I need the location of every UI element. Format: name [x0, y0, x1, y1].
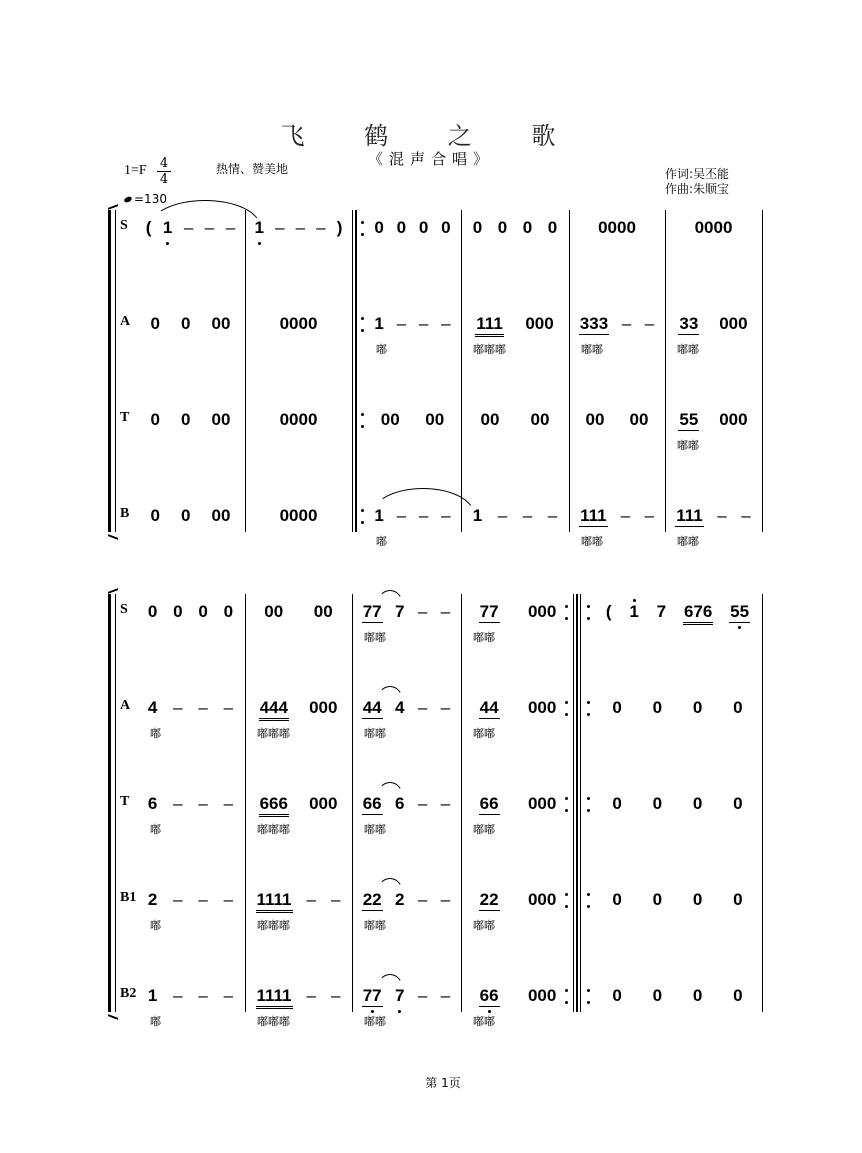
- repeat-dots: [361, 509, 364, 525]
- slur: [378, 590, 402, 602]
- lyric: 嘟嘟: [364, 631, 386, 644]
- page-number: 第 1页: [425, 1076, 461, 1090]
- note: 000: [527, 986, 557, 1005]
- measure: [356, 986, 457, 1008]
- barline: [762, 594, 763, 1012]
- barline: [115, 210, 116, 532]
- expression-mark: 热情、赞美地: [216, 162, 289, 176]
- barline: [665, 210, 666, 532]
- system-bracket: [108, 210, 111, 532]
- staff-label: S: [120, 218, 128, 233]
- dash-extension: –: [547, 506, 558, 525]
- dash-extension: –: [441, 314, 451, 333]
- note: 00: [211, 314, 231, 333]
- lyric: 嘟嘟: [364, 823, 386, 836]
- repeat-barline: [580, 594, 581, 1012]
- note: 0: [733, 986, 743, 1005]
- note: 000: [309, 698, 338, 717]
- note: 00: [585, 410, 605, 429]
- lyric: 嘟嘟: [581, 535, 603, 548]
- measure: [140, 698, 241, 720]
- note: 0: [733, 794, 743, 813]
- note: 22: [362, 890, 382, 909]
- note: 44: [362, 698, 382, 717]
- dash-extension: –: [717, 506, 727, 525]
- staff-label: A: [120, 314, 131, 329]
- dash-extension: –: [306, 986, 316, 1005]
- lyric: 嘟: [150, 727, 161, 740]
- measure: [597, 794, 758, 816]
- repeat-dots: [587, 797, 590, 813]
- slur: [378, 782, 402, 794]
- dash-extension: –: [198, 986, 208, 1005]
- note: 55: [679, 410, 699, 429]
- dash-extension: –: [183, 218, 194, 237]
- measure: [669, 410, 758, 432]
- note: 0: [733, 890, 743, 909]
- note: 6: [395, 794, 405, 813]
- note: 00: [530, 410, 550, 429]
- measure: [669, 314, 758, 336]
- measure: [140, 506, 241, 528]
- lyric: 嘟嘟: [473, 823, 495, 836]
- note: 0: [692, 986, 703, 1005]
- slur: [378, 878, 402, 890]
- lyric: 嘟嘟: [364, 727, 386, 740]
- song-title: 飞 鹤 之 歌: [280, 122, 582, 150]
- note: 0000: [279, 506, 318, 525]
- measure: [465, 602, 571, 624]
- note: 444: [259, 698, 289, 721]
- measure: [573, 506, 661, 528]
- dash-extension: –: [440, 890, 451, 909]
- note: 0: [733, 698, 743, 717]
- measure: [140, 410, 241, 432]
- note: 0: [198, 602, 208, 621]
- note: 33: [679, 314, 699, 333]
- note: 0: [692, 890, 703, 909]
- note: 0: [612, 986, 622, 1005]
- dash-extension: –: [225, 218, 236, 237]
- note: 66: [479, 794, 499, 813]
- repeat-dots: [361, 317, 364, 333]
- dash-extension: –: [316, 218, 326, 237]
- lyric: 嘟: [150, 823, 161, 836]
- measure: [669, 218, 758, 240]
- staff-label: B: [120, 506, 130, 521]
- dash-extension: –: [417, 602, 428, 621]
- note: 1: [629, 602, 639, 621]
- note: 4: [147, 698, 158, 717]
- composer-credit: 作曲:朱顺宝: [665, 182, 730, 196]
- note: 00: [264, 602, 284, 621]
- measure: [140, 986, 241, 1008]
- note: 0: [522, 218, 533, 237]
- measure: [356, 602, 457, 624]
- staff-label: S: [120, 602, 128, 617]
- measure: [140, 314, 241, 336]
- note: 111: [676, 506, 703, 525]
- repeat-barline: [573, 594, 574, 1012]
- note: 0: [652, 890, 663, 909]
- dash-extension: –: [173, 890, 183, 909]
- note: 1111: [256, 890, 293, 913]
- note: 000: [527, 698, 557, 717]
- staff-label: A: [120, 698, 131, 713]
- measure: [465, 506, 565, 528]
- note: 0: [652, 794, 663, 813]
- dash-extension: –: [306, 890, 316, 909]
- dash-extension: –: [295, 218, 306, 237]
- note: 0: [374, 218, 384, 237]
- dash-extension: –: [417, 986, 428, 1005]
- lyric: 嘟: [376, 535, 387, 548]
- lyric: 嘟: [150, 1015, 161, 1028]
- measure: [140, 794, 241, 816]
- tempo-mark: =130: [134, 192, 167, 206]
- note: 000: [527, 890, 557, 909]
- measure: [368, 410, 457, 432]
- note: 00: [380, 410, 400, 429]
- note: 0: [612, 890, 622, 909]
- lyric: 嘟嘟嘟: [473, 343, 506, 356]
- barline: [245, 210, 246, 532]
- barline: [461, 594, 462, 1012]
- slur: [378, 974, 402, 986]
- measure: [465, 218, 565, 240]
- measure: [597, 986, 758, 1008]
- staff-label: B2: [120, 986, 137, 1001]
- lyricist-credit: 作词:吴丕能: [665, 167, 730, 181]
- system-bracket: [108, 594, 111, 1012]
- dash-extension: –: [396, 506, 407, 525]
- dash-extension: –: [331, 986, 341, 1005]
- note: 0: [396, 218, 407, 237]
- lyric: 嘟: [150, 919, 161, 932]
- note: 0: [181, 410, 191, 429]
- measure: [573, 218, 661, 240]
- note: 0: [441, 218, 451, 237]
- note: 2: [147, 890, 158, 909]
- note: 1: [162, 218, 173, 237]
- note: 1: [374, 506, 384, 525]
- dash-extension: –: [620, 506, 631, 525]
- note: 0: [418, 218, 429, 237]
- dash-extension: –: [418, 314, 429, 333]
- dash-extension: –: [396, 314, 407, 333]
- measure: [249, 314, 348, 336]
- dash-extension: –: [198, 794, 208, 813]
- note: 0000: [279, 410, 318, 429]
- note: 00: [313, 602, 333, 621]
- time-sig-bottom: 4: [157, 171, 171, 187]
- measure: [140, 890, 241, 912]
- barline: [569, 210, 570, 532]
- note: 676: [683, 602, 713, 625]
- note: 0: [150, 314, 160, 333]
- time-sig-top: 4: [159, 156, 169, 171]
- dash-extension: –: [440, 602, 451, 621]
- note: 0: [692, 698, 703, 717]
- note: 000: [309, 794, 338, 813]
- time-signature: [157, 156, 171, 187]
- measure: [465, 890, 571, 912]
- note: 000: [527, 602, 557, 621]
- measure: [597, 698, 758, 720]
- note: 1: [374, 314, 384, 333]
- measure: [573, 314, 661, 336]
- measure: [465, 698, 571, 720]
- note: 0: [223, 602, 234, 621]
- barline: [245, 594, 246, 1012]
- lyric: 嘟嘟嘟: [257, 919, 290, 932]
- lyric: 嘟嘟: [677, 439, 699, 452]
- note: 000: [527, 794, 557, 813]
- note: 66: [362, 794, 382, 813]
- note: 22: [479, 890, 499, 909]
- repeat-dots: [587, 701, 590, 717]
- note: 2: [395, 890, 405, 909]
- dash-extension: –: [331, 890, 341, 909]
- note: 111: [580, 506, 607, 525]
- note: 000: [525, 314, 554, 333]
- staff-label: B1: [120, 890, 137, 905]
- staff-label: T: [120, 794, 130, 809]
- note: 0: [181, 314, 191, 333]
- note: 6: [147, 794, 158, 813]
- note: 000: [719, 410, 748, 429]
- measure: [356, 698, 457, 720]
- note: 77: [362, 986, 382, 1005]
- note: 000: [719, 314, 748, 333]
- note: 111: [475, 314, 504, 337]
- measure: [249, 698, 348, 720]
- dash-extension: –: [417, 698, 428, 717]
- repeat-dots: [587, 989, 590, 1005]
- note: 00: [211, 506, 231, 525]
- barline: [352, 594, 353, 1012]
- note: 0000: [694, 218, 733, 237]
- repeat-barline: [576, 594, 578, 1012]
- measure: [465, 794, 571, 816]
- measure: [368, 218, 457, 240]
- note: 0: [612, 794, 622, 813]
- bracket-top: [108, 204, 118, 214]
- repeat-dots: [587, 605, 590, 621]
- note: 0000: [598, 218, 636, 237]
- bracket-top: [108, 588, 118, 598]
- dash-extension: –: [418, 506, 429, 525]
- lyric: 嘟嘟: [364, 1015, 386, 1028]
- note: 0: [181, 506, 191, 525]
- note: 77: [479, 602, 499, 621]
- lyric: 嘟嘟: [473, 1015, 495, 1028]
- measure: [140, 602, 241, 624]
- dash-extension: –: [621, 314, 632, 333]
- dash-extension: –: [223, 890, 234, 909]
- barline: [461, 210, 462, 532]
- note: 7: [395, 986, 405, 1005]
- note: 0: [150, 506, 160, 525]
- lyric: 嘟嘟嘟: [257, 1015, 290, 1028]
- dash-extension: –: [198, 890, 208, 909]
- dash-extension: –: [741, 506, 751, 525]
- note: 0: [150, 410, 160, 429]
- measure: [249, 890, 348, 912]
- measure: [249, 218, 348, 240]
- lyric: 嘟嘟: [473, 919, 495, 932]
- note: 0: [497, 218, 508, 237]
- slur: [372, 488, 474, 514]
- dash-extension: –: [204, 218, 215, 237]
- dash-extension: –: [497, 506, 508, 525]
- note: 7: [395, 602, 405, 621]
- note: 00: [211, 410, 231, 429]
- measure: [249, 794, 348, 816]
- measure: [356, 794, 457, 816]
- note: 1: [254, 218, 264, 237]
- dash-extension: –: [275, 218, 285, 237]
- dash-extension: –: [223, 794, 234, 813]
- dash-extension: –: [173, 794, 183, 813]
- note: 0: [692, 794, 703, 813]
- note: 0: [147, 602, 158, 621]
- note: 333: [579, 314, 609, 333]
- staff-label: T: [120, 410, 130, 425]
- dash-extension: –: [198, 698, 208, 717]
- note: 77: [362, 602, 382, 621]
- note: 0000: [279, 314, 318, 333]
- lyric: 嘟嘟嘟: [257, 727, 290, 740]
- slur: [378, 686, 402, 698]
- bracket-bottom: [108, 530, 118, 540]
- note: 0: [652, 698, 663, 717]
- dash-extension: –: [417, 890, 428, 909]
- repeat-dots: [587, 893, 590, 909]
- dash-extension: –: [440, 698, 451, 717]
- repeat-dots: [361, 221, 364, 237]
- note: 00: [629, 410, 649, 429]
- dash-extension: –: [173, 986, 183, 1005]
- dash-extension: –: [644, 506, 654, 525]
- note: 0: [612, 698, 622, 717]
- repeat-dots: [361, 413, 364, 429]
- note: 00: [425, 410, 445, 429]
- song-subtitle: 《混声合唱》: [367, 150, 494, 168]
- double-barline: [355, 210, 357, 532]
- note: 1111: [256, 986, 293, 1009]
- note: (: [145, 218, 152, 237]
- lyric: 嘟嘟: [677, 343, 699, 356]
- note: 44: [479, 698, 499, 717]
- lyric: 嘟嘟: [364, 919, 386, 932]
- dash-extension: –: [223, 698, 234, 717]
- measure: [465, 410, 565, 432]
- measure: [669, 506, 758, 528]
- barline: [762, 210, 763, 532]
- note: 0: [173, 602, 183, 621]
- dash-extension: –: [522, 506, 533, 525]
- note: 666: [259, 794, 289, 817]
- lyric: 嘟: [376, 343, 387, 356]
- note: 7: [656, 602, 667, 621]
- quarter-note-icon: [123, 196, 132, 204]
- lyric: 嘟嘟: [473, 727, 495, 740]
- note: 55: [730, 602, 750, 621]
- measure: [249, 602, 348, 624]
- note: 1: [472, 506, 483, 525]
- dash-extension: –: [223, 986, 234, 1005]
- double-barline: [352, 210, 353, 532]
- barline: [115, 594, 116, 1012]
- lyric: 嘟嘟: [677, 535, 699, 548]
- key-signature: 1=F: [124, 163, 147, 178]
- dash-extension: –: [440, 986, 451, 1005]
- note: 66: [479, 986, 499, 1005]
- measure: [465, 314, 565, 336]
- lyric: 嘟嘟嘟: [257, 823, 290, 836]
- bracket-bottom: [108, 1010, 118, 1020]
- lyric: 嘟嘟: [581, 343, 603, 356]
- note: 0: [547, 218, 558, 237]
- measure: [597, 602, 758, 624]
- lyric: 嘟嘟: [473, 631, 495, 644]
- measure: [356, 890, 457, 912]
- note: (: [605, 602, 612, 621]
- measure: [597, 890, 758, 912]
- note: ): [336, 218, 343, 237]
- note: 1: [147, 986, 158, 1005]
- measure: [368, 314, 457, 336]
- measure: [249, 986, 348, 1008]
- note: 0: [472, 218, 483, 237]
- dash-extension: –: [644, 314, 655, 333]
- note: 4: [395, 698, 405, 717]
- note: 0: [652, 986, 663, 1005]
- dash-extension: –: [417, 794, 428, 813]
- dash-extension: –: [440, 794, 451, 813]
- measure: [465, 986, 571, 1008]
- note: 00: [480, 410, 500, 429]
- measure: [573, 410, 661, 432]
- dash-extension: –: [173, 698, 183, 717]
- dash-extension: –: [441, 506, 451, 525]
- measure: [249, 506, 348, 528]
- measure: [249, 410, 348, 432]
